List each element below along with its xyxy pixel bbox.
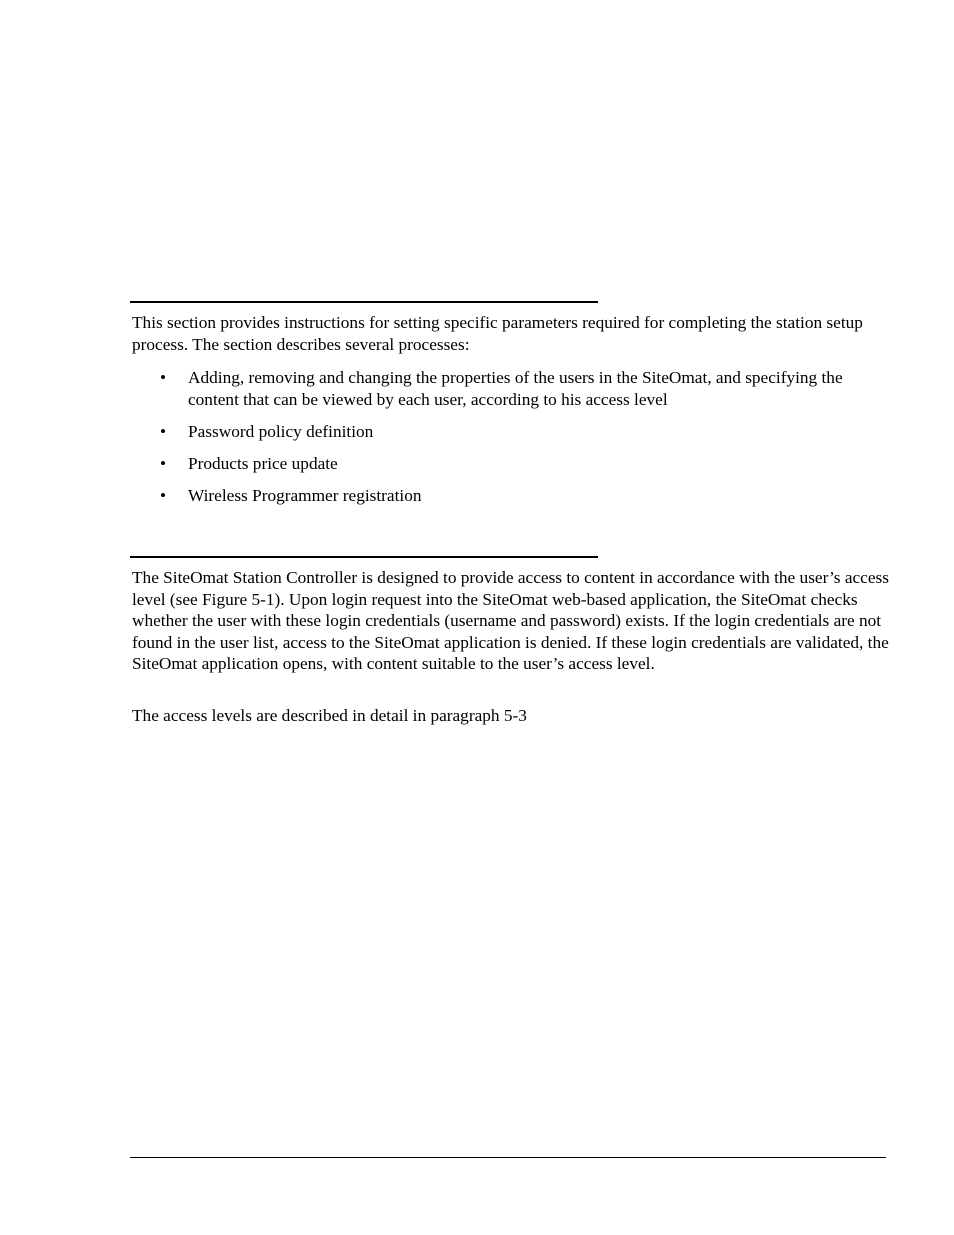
process-list-item-text: Products price update — [188, 453, 338, 473]
section-rule-access — [130, 556, 598, 558]
process-list-item — [132, 453, 892, 475]
bullet-icon: • — [160, 453, 167, 473]
bullet-icon: • — [160, 368, 167, 387]
bullet-icon: • — [160, 485, 167, 505]
bullet-icon: • — [160, 421, 167, 441]
process-list-item-text: Wireless Programmer registration — [188, 485, 422, 505]
access-paragraph: The SiteOmat Station Controller is designed to provide access to content in accordance with the user’s access level (see Figure 5-1). Upon login request into the SiteOmat web-based application, the SiteOmat checks whether the user with these login credentials (username and password) exists. If the login credentials are not found in the user list, access to the SiteOmat application is denied. If these login credentials are validated, the SiteOmat application opens, with content suitable to the user’s access level. — [132, 568, 889, 673]
footer-rule — [130, 1157, 886, 1158]
process-list-item — [132, 421, 892, 443]
access-levels-note: The access levels are described in detail in paragraph 5-3 — [132, 706, 527, 725]
section-rule-overview — [130, 301, 598, 303]
process-list-item — [132, 485, 892, 507]
overview-intro-paragraph: This section provides instructions for setting specific parameters required for completing the station setup process. The section describes several processes: — [132, 313, 863, 354]
process-list — [132, 367, 892, 517]
process-list-item-text: Adding, removing and changing the properties of the users in the SiteOmat, and specifying the content that can be viewed by each user, according to his access level — [188, 368, 843, 409]
process-list-item — [132, 367, 892, 410]
process-list-item-text: Password policy definition — [188, 421, 374, 441]
